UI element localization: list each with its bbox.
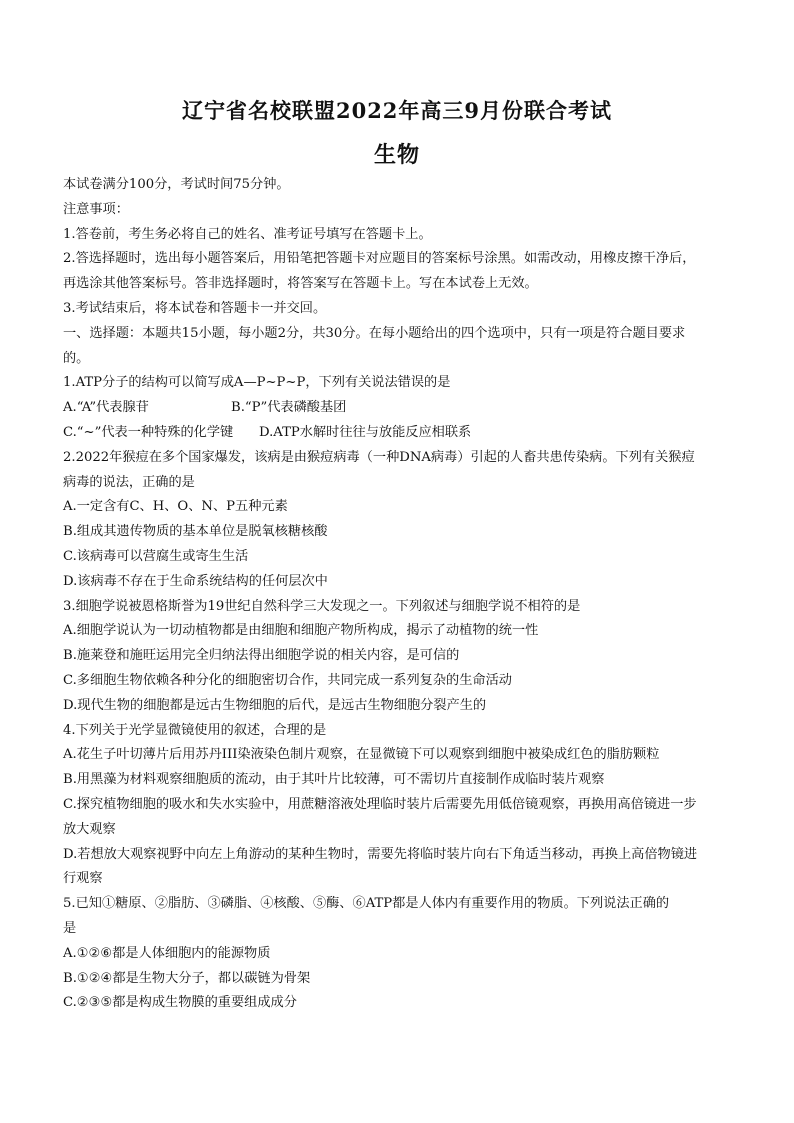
q4-option-c: C.探究植物细胞的吸水和失水实验中，用蔗糖溶液处理临时装片后需要先用低倍镜观察，再换用高倍镜进一步 [63, 796, 697, 812]
q2-option-c: C.该病毒可以营腐生或寄生生活 [63, 548, 249, 564]
q2-stem-cont: 病毒的说法，正确的是 [63, 474, 195, 490]
header-line: 本试卷满分100分，考试时间75分钟。 [63, 177, 290, 192]
q5-option-a: A.①②⑥都是人体细胞内的能源物质 [63, 945, 271, 961]
header-line: 注意事项： [63, 201, 129, 217]
q5-option-c: C.②③⑤都是构成生物膜的重要组成成分 [63, 995, 297, 1011]
exam-body [63, 173, 733, 1016]
exam-title: 辽宁省名校联盟2022年高三9月份联合考试 [181, 98, 613, 123]
header-line: 3.考试结束后，将本试卷和答题卡一并交回。 [63, 300, 327, 316]
q5-stem: 5.已知①糖原、②脂肪、③磷脂、④核酸、⑤酶、⑥ATP都是人体内有重要作用的物质。下列说法正确的 [63, 896, 670, 912]
q4-option-d: D.若想放大观察视野中向左上角游动的某种生物时，需要先将临时装片向右下角适当移动，再换上高倍物镜进 [63, 846, 698, 862]
q1-options-row-1 [63, 396, 733, 421]
q1-option-a: A.“A”代表腺苷 [63, 400, 149, 416]
q3-option-c: C.多细胞生物依赖各种分化的细胞密切合作，共同完成一系列复杂的生命活动 [63, 672, 512, 688]
q3-option-a: A.细胞学说认为一切动植物都是由细胞和细胞产物所构成，揭示了动植物的统一性 [63, 623, 539, 639]
q1-option-b: B.“P”代表磷酸基团 [231, 400, 347, 416]
header-line: 1.答卷前，考生务必将自己的姓名、准考证号填写在答题卡上。 [63, 226, 432, 242]
header-line: 再选涂其他答案标号。答非选择题时，将答案写在答题卡上。写在本试卷上无效。 [63, 276, 538, 292]
q3-option-b: B.施莱登和施旺运用完全归纳法得出细胞学说的相关内容，是可信的 [63, 648, 460, 664]
q2-option-d: D.该病毒不存在于生命系统结构的任何层次中 [63, 573, 328, 589]
header-line: 2.答选择题时，选出每小题答案后，用铅笔把答题卡对应题目的答案标号涂黑。如需改动，用橡皮擦干净后， [63, 251, 696, 267]
q2-option-b: B.组成其遗传物质的基本单位是脱氧核糖核酸 [63, 524, 328, 540]
q3-stem: 3.细胞学说被恩格斯誉为19世纪自然科学三大发现之一。下列叙述与细胞学说不相符的是 [63, 598, 581, 614]
q5-stem-cont: 是 [63, 920, 77, 936]
q1-stem: 1.ATP分子的结构可以简写成A—P~P~P，下列有关说法错误的是 [63, 375, 451, 391]
q3-option-d: D.现代生物的细胞都是远古生物细胞的后代，是远古生物细胞分裂产生的 [63, 697, 487, 713]
q5-option-b: B.①②④都是生物大分子，都以碳链为骨架 [63, 970, 311, 986]
q4-option-c-cont: 放大观察 [63, 821, 116, 837]
q1-option-d: D.ATP水解时往往与放能反应相联系 [259, 424, 472, 440]
q4-option-b: B.用黑藻为材料观察细胞质的流动，由于其叶片比较薄，可不需切片直接制作成临时装片观察 [63, 772, 605, 788]
q4-option-d-cont: 行观察 [63, 871, 103, 887]
q4-stem: 4.下列关于光学显微镜使用的叙述，合理的是 [63, 722, 327, 738]
q2-option-a: A.一定含有C、H、O、N、P五种元素 [63, 499, 288, 515]
subject-title: 生物 [373, 142, 420, 168]
q1-options-row-2 [63, 421, 733, 446]
section-heading: 一、选择题：本题共15小题，每小题2分，共30分。在每小题给出的四个选项中，只有一项是符合题目要求 [63, 325, 686, 341]
q1-option-c: C.“~”代表一种特殊的化学键 [63, 424, 234, 440]
q2-stem: 2.2022年猴痘在多个国家爆发，该病是由猴痘病毒（一种DNA病毒）引起的人畜共患传染病。下列有关猴痘 [63, 449, 695, 465]
q4-option-a: A.花生子叶切薄片后用苏丹III染液染色制片观察，在显微镜下可以观察到细胞中被染成红色的脂肪颗粒 [63, 747, 660, 763]
section-heading-cont: 的。 [63, 350, 90, 366]
